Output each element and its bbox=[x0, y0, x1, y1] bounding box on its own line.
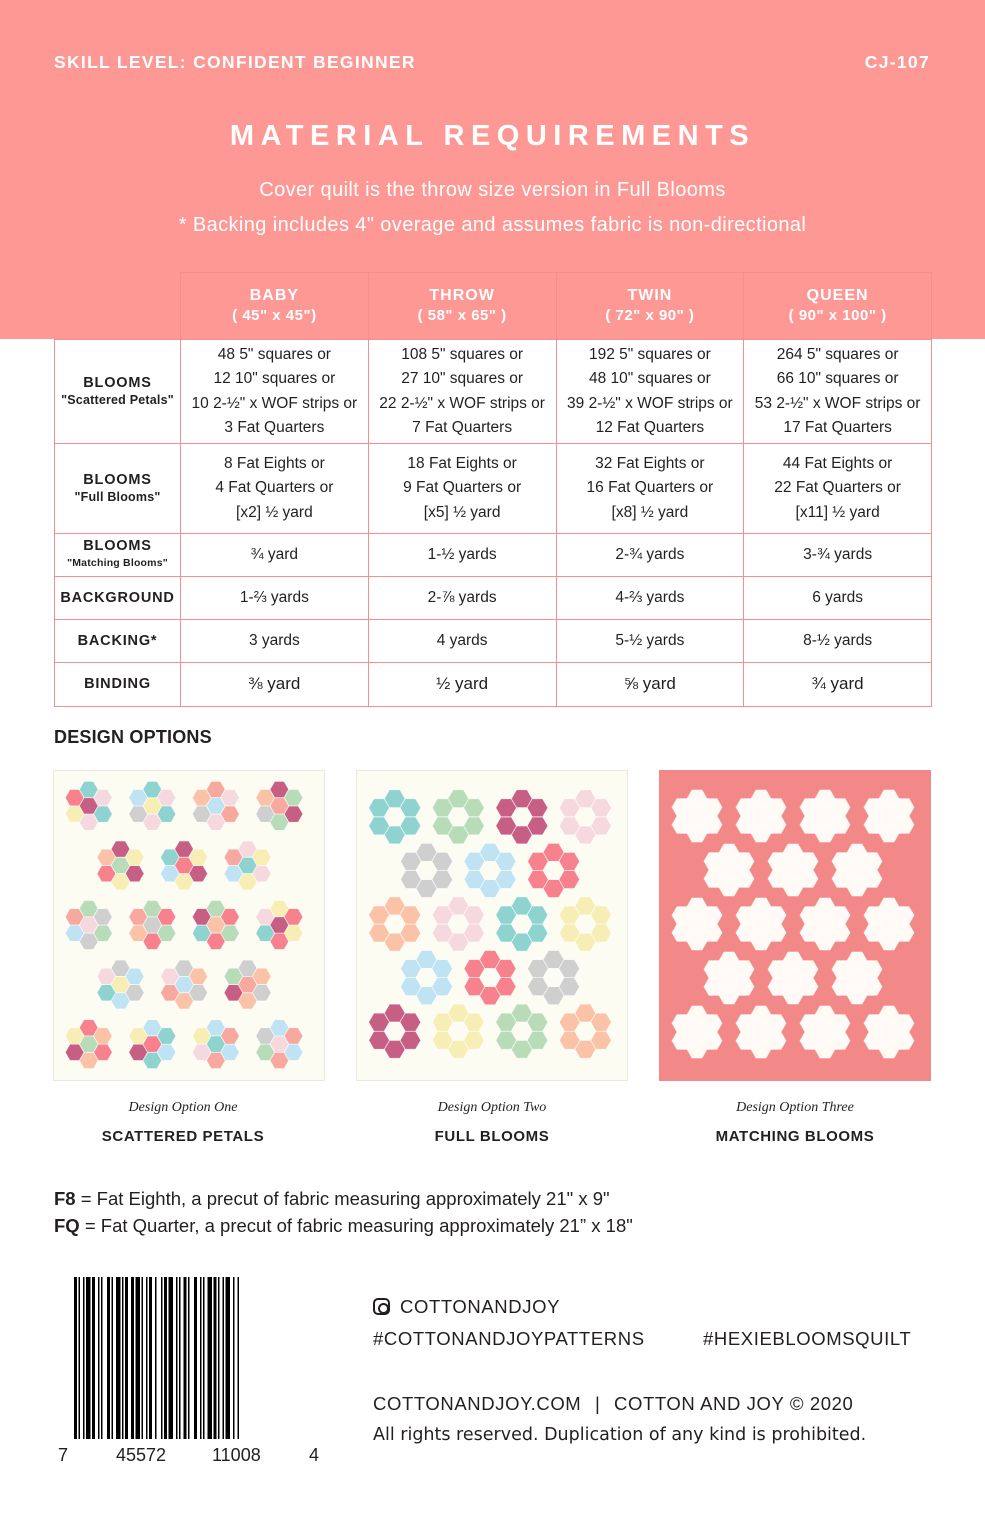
table-cell: 18 Fat Eights or 9 Fat Quarters or [x5] ½ yard bbox=[368, 444, 556, 534]
rights-notice: All rights reserved. Duplication of any kind is prohibited. bbox=[373, 1425, 867, 1445]
name-option-one: SCATTERED PETALS bbox=[101, 1128, 265, 1145]
row-label: BLOOMS "Matching Blooms" bbox=[55, 534, 181, 577]
barcode-bar bbox=[208, 1277, 213, 1439]
row-label: BACKING* bbox=[55, 620, 181, 663]
row-label: BLOOMS "Scattered Petals" bbox=[55, 340, 181, 444]
quilt-scattered-petals bbox=[53, 770, 325, 1081]
pattern-code: CJ-107 bbox=[864, 52, 930, 72]
skill-level: SKILL LEVEL: CONFIDENT BEGINNER bbox=[54, 52, 416, 72]
caption-option-two: Design Option Two bbox=[437, 1100, 547, 1115]
table-cell: ⅝ yard bbox=[556, 663, 744, 707]
table-cell: ¾ yard bbox=[744, 663, 932, 707]
row-label: BACKGROUND bbox=[55, 577, 181, 620]
barcode-bar bbox=[200, 1277, 202, 1439]
barcode-bar bbox=[125, 1277, 128, 1439]
row-label: BINDING bbox=[55, 663, 181, 707]
size-baby: BABY ( 45" x 45") bbox=[181, 273, 369, 340]
instagram-handle[interactable]: COTTONANDJOY bbox=[400, 1296, 561, 1317]
barcode-bar bbox=[149, 1277, 152, 1439]
barcode-bar bbox=[218, 1277, 220, 1439]
table-cell: 192 5" squares or 48 10" squares or 39 2-½" x WOF strips or 12 Fat Quarters bbox=[556, 340, 744, 444]
barcode-bar bbox=[122, 1277, 124, 1439]
table-cell: ½ yard bbox=[368, 663, 556, 707]
caption-option-one: Design Option One bbox=[128, 1100, 238, 1115]
barcode-bar bbox=[226, 1277, 231, 1439]
caption-option-three: Design Option Three bbox=[736, 1100, 854, 1115]
glossary-f8: F8 = Fat Eighth, a precut of fabric measuring approximately 21" x 9" bbox=[54, 1188, 610, 1209]
barcode bbox=[74, 1277, 306, 1439]
design-options-heading: DESIGN OPTIONS bbox=[54, 727, 212, 747]
barcode-bar bbox=[238, 1277, 240, 1439]
barcode-bar bbox=[194, 1277, 197, 1439]
subtitle-backing: * Backing includes 4" overage and assumes fabric is non-directional bbox=[178, 214, 807, 236]
name-option-two: FULL BLOOMS bbox=[434, 1128, 550, 1145]
barcode-bar bbox=[101, 1277, 103, 1439]
size-throw: THROW ( 58" x 65" ) bbox=[368, 273, 556, 340]
barcode-bar bbox=[79, 1277, 81, 1439]
barcode-bar bbox=[169, 1277, 174, 1439]
table-row bbox=[55, 620, 932, 663]
barcode-bar bbox=[107, 1277, 110, 1439]
barcode-bar bbox=[188, 1277, 190, 1439]
barcode-bar bbox=[161, 1277, 163, 1439]
table-cell: 5-½ yards bbox=[556, 620, 744, 663]
table-cell: 3-¾ yards bbox=[744, 534, 932, 577]
instagram-icon bbox=[373, 1298, 390, 1315]
copyright: COTTON AND JOY © 2020 bbox=[614, 1393, 854, 1414]
website-link[interactable]: COTTONANDJOY.COM bbox=[373, 1393, 582, 1414]
barcode-bar bbox=[179, 1277, 181, 1439]
table-row bbox=[55, 340, 932, 444]
size-queen: QUEEN ( 90" x 100" ) bbox=[744, 273, 932, 340]
barcode-bar bbox=[116, 1277, 121, 1439]
name-option-three: MATCHING BLOOMS bbox=[715, 1128, 875, 1145]
table-cell: 8-½ yards bbox=[744, 620, 932, 663]
footer-separator: | bbox=[595, 1393, 601, 1414]
page-title: MATERIAL REQUIREMENTS bbox=[229, 120, 756, 152]
size-twin: TWIN ( 72" x 90" ) bbox=[556, 273, 744, 340]
barcode-bar bbox=[176, 1277, 178, 1439]
table-cell: 3 yards bbox=[181, 620, 369, 663]
hashtag-patterns: #COTTONANDJOYPATTERNS bbox=[373, 1328, 645, 1349]
table-row bbox=[55, 534, 932, 577]
quilt-matching-blooms bbox=[659, 770, 931, 1081]
table-cell: 4 yards bbox=[368, 620, 556, 663]
table-cell: 44 Fat Eights or 22 Fat Quarters or [x11] ½ yard bbox=[744, 444, 932, 534]
barcode-bar bbox=[146, 1277, 148, 1439]
barcode-bar bbox=[142, 1277, 144, 1439]
table-cell: ⅜ yard bbox=[181, 663, 369, 707]
barcode-bar bbox=[136, 1277, 141, 1439]
table-cell: 108 5" squares or 27 10" squares or 22 2-½" x WOF strips or 7 Fat Quarters bbox=[368, 340, 556, 444]
table-cell: 4-⅔ yards bbox=[556, 577, 744, 620]
table-cell: 2-⅞ yards bbox=[368, 577, 556, 620]
table-cell: 1-½ yards bbox=[368, 534, 556, 577]
subtitle-cover: Cover quilt is the throw size version in Full Blooms bbox=[259, 179, 726, 201]
table-cell: 32 Fat Eights or 16 Fat Quarters or [x8] ½ yard bbox=[556, 444, 744, 534]
table-header-row bbox=[55, 273, 932, 340]
hashtag-quilt: #HEXIEBLOOMSQUILT bbox=[703, 1328, 912, 1349]
barcode-bar bbox=[155, 1277, 157, 1439]
barcode-bar bbox=[74, 1277, 77, 1439]
table-corner bbox=[55, 273, 181, 340]
material-table bbox=[54, 272, 932, 707]
barcode-digits-left: 45572 bbox=[116, 1445, 167, 1465]
barcode-bar bbox=[83, 1277, 85, 1439]
row-label: BLOOMS "Full Blooms" bbox=[55, 444, 181, 534]
table-row bbox=[55, 663, 932, 707]
table-cell: 1-⅔ yards bbox=[181, 577, 369, 620]
table-cell: ¾ yard bbox=[181, 534, 369, 577]
barcode-bar bbox=[203, 1277, 205, 1439]
quilt-full-blooms bbox=[356, 770, 628, 1081]
table-cell: 8 Fat Eights or 4 Fat Quarters or [x2] ½ yard bbox=[181, 444, 369, 534]
barcode-bar bbox=[92, 1277, 95, 1439]
barcode-bar bbox=[184, 1277, 187, 1439]
barcode-digit-lead: 7 bbox=[58, 1445, 69, 1465]
table-cell: 6 yards bbox=[744, 577, 932, 620]
table-row bbox=[55, 577, 932, 620]
table-cell: 2-¾ yards bbox=[556, 534, 744, 577]
barcode-bar bbox=[233, 1277, 235, 1439]
table-cell: 264 5" squares or 66 10" squares or 53 2-½" x WOF strips or 17 Fat Quarters bbox=[744, 340, 932, 444]
barcode-digits-right: 11008 bbox=[212, 1445, 261, 1465]
glossary-fq: FQ = Fat Quarter, a precut of fabric measuring approximately 21” x 18" bbox=[54, 1215, 633, 1236]
barcode-bar bbox=[223, 1277, 225, 1439]
barcode-bar bbox=[214, 1277, 217, 1439]
barcode-digit-check: 4 bbox=[309, 1445, 320, 1465]
barcode-bar bbox=[112, 1277, 114, 1439]
barcode-bar bbox=[86, 1277, 91, 1439]
barcode-bar bbox=[164, 1277, 167, 1439]
table-body bbox=[55, 340, 932, 707]
table-cell: 48 5" squares or 12 10" squares or 10 2-½" x WOF strips or 3 Fat Quarters bbox=[181, 340, 369, 444]
table-row bbox=[55, 444, 932, 534]
barcode-bar bbox=[131, 1277, 134, 1439]
barcode-bar bbox=[98, 1277, 100, 1439]
